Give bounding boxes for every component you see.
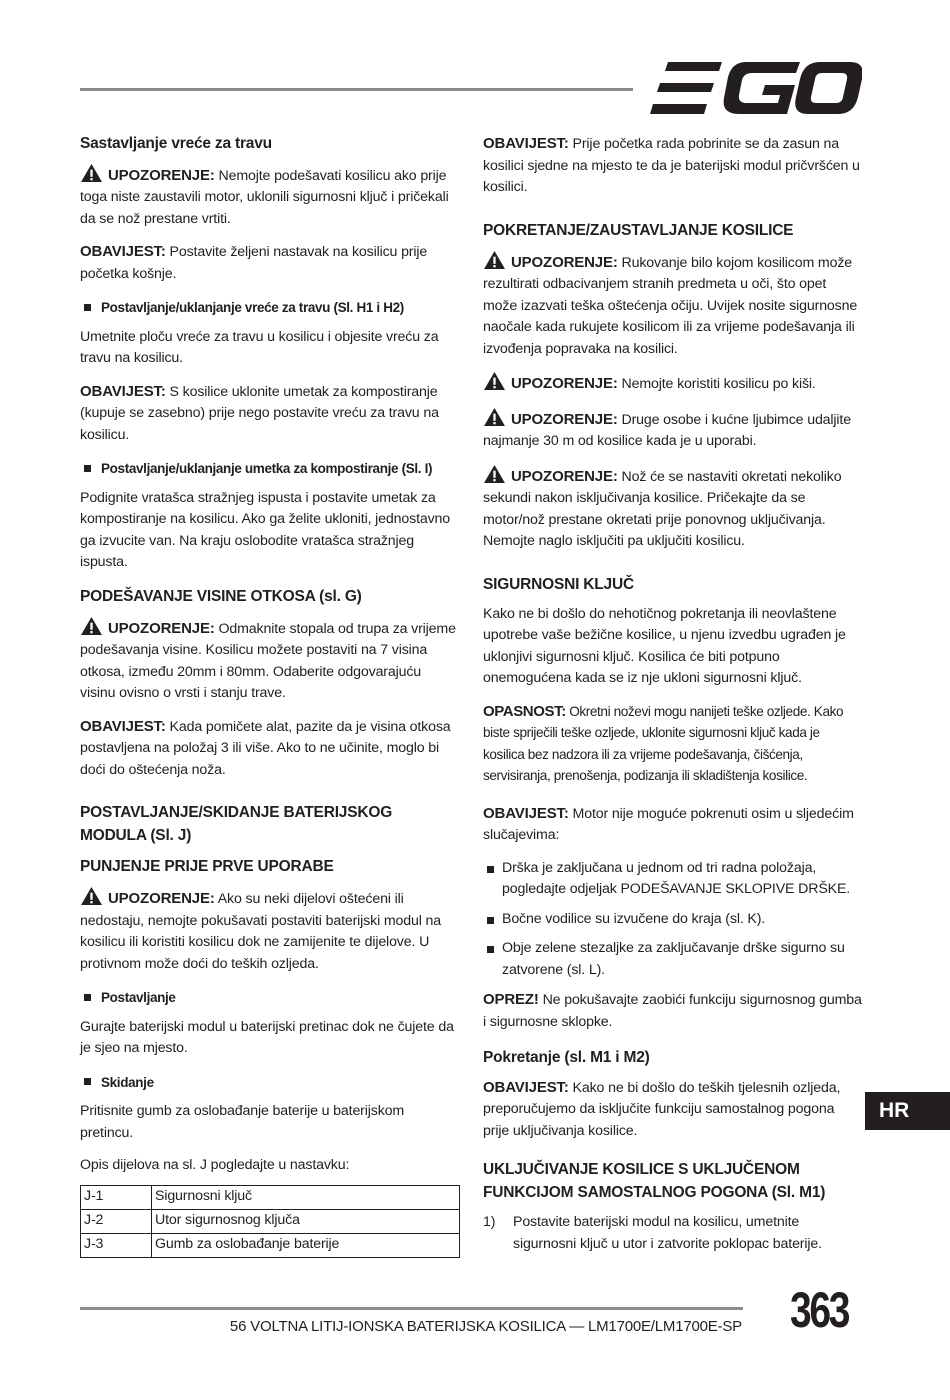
warning-text: Ako su neki dijelovi oštećeni ili nedostaju, nemojte pokušavati postaviti baterijski modul na kosilicu ili koristiti kosilicu dok ne zamijenite te dijelove. U protivnom može doći do teških ozljeda. <box>80 891 442 972</box>
list-item: Obje zelene stezaljke za zaključavanje drške sigurno su zatvorene (sl. L). <box>483 938 863 981</box>
section-title-self-propel: UKLJUČIVANJE KOSILICE S UKLJUČENOM FUNKCIJOM SAMOSTALNOG POGONA (Sl. M1) <box>483 1161 826 1201</box>
notice-block <box>80 716 460 782</box>
warning-label: UPOZORENJE: <box>511 467 618 485</box>
paragraph: Pritisnite gumb za oslobađanje baterije u baterijskom pretincu. <box>80 1103 405 1141</box>
section-title-battery-module: POSTAVLJANJE/SKIDANJE BATERIJSKOG MODULA (Sl. J) <box>80 804 393 844</box>
steps-list <box>483 1212 863 1255</box>
page-number: 363 <box>790 1282 849 1338</box>
section-title-starting: Pokretanje (sl. M1 i M2) <box>483 1049 650 1066</box>
table-cell-code: J-2 <box>81 1209 152 1233</box>
warning-block <box>483 407 863 453</box>
warning-block <box>80 163 460 231</box>
notice-label: OBAVIJEST: <box>80 382 166 400</box>
footer-rule <box>80 1307 743 1310</box>
square-bullet-icon <box>84 1078 91 1085</box>
language-tab: HR <box>865 1092 950 1130</box>
warning-triangle-icon <box>483 250 506 270</box>
warning-block <box>80 886 460 975</box>
notice-text: Motor nije moguće pokrenuti osim u sljedećim slučajevima: <box>483 805 854 843</box>
warning-text: Nemojte koristiti kosilicu po kiši. <box>621 376 816 392</box>
table-row <box>81 1185 460 1209</box>
list-item <box>483 1212 863 1255</box>
notice-text: Prije početka rada pobrinite se da zasun na kosilici sjedne na mjesto te da je baterijski modul pričvršćen u kosilici. <box>483 136 860 195</box>
caution-label: OPREZ! <box>483 991 539 1008</box>
section-title-cutting-height: PODEŠAVANJE VISINE OTKOSA (sl. G) <box>80 587 362 605</box>
table-intro: Opis dijelova na sl. J pogledajte u nastavku: <box>80 1157 350 1173</box>
notice-label: OBAVIJEST: <box>80 243 166 260</box>
section-title-safety-key: SIGURNOSNI KLJUČ <box>483 575 634 593</box>
table-cell-code: J-3 <box>81 1233 152 1257</box>
ego-logo <box>650 62 862 114</box>
header-rule <box>80 88 633 91</box>
notice-label: OBAVIJEST: <box>483 135 569 152</box>
warning-block <box>483 464 863 553</box>
notice-label: OBAVIJEST: <box>483 804 569 822</box>
warning-text: Rukovanje bilo kojom kosilicom može rezultirati odbacivanjem stranih predmeta u oči, što opet može izazvati teška oštećenja očiju. Uvijek nosite sigurnosne naočale kada rukujete kosilicom ili za vrijeme podešavanja ili izvođenja popravaka na kosilici. <box>483 254 858 357</box>
table-cell-desc: Utor sigurnosnog ključa <box>152 1209 460 1233</box>
danger-block <box>483 701 863 787</box>
table-cell-desc: Sigurnosni ključ <box>152 1185 460 1209</box>
notice-block <box>80 241 460 285</box>
notice-text: Postavite željeni nastavak na kosilicu prije početka košnje. <box>80 244 428 282</box>
warning-label: UPOZORENJE: <box>511 253 618 271</box>
paragraph: Gurajte baterijski modul u baterijski pretinac dok ne čujete da je sjeo na mjesto. <box>80 1018 454 1056</box>
warning-label: UPOZORENJE: <box>108 890 215 907</box>
conditions-list <box>483 858 863 982</box>
square-bullet-icon <box>84 994 91 1001</box>
notice-block <box>483 1077 863 1143</box>
step-text: Postavite baterijski modul na kosilicu, umetnite sigurnosni ključ u utor i zatvorite poklopac baterije. <box>513 1214 822 1252</box>
table-row <box>81 1209 460 1233</box>
right-column <box>483 133 863 1255</box>
warning-block <box>483 250 863 361</box>
notice-label: OBAVIJEST: <box>80 717 166 735</box>
bullet-heading: Postavljanje/uklanjanje umetka za kompostiranje (Sl. I) <box>80 458 460 480</box>
warning-triangle-icon <box>483 407 506 427</box>
notice-text: Kada pomičete alat, pazite da je visina otkosa postavljena na položaj 3 ili više. Ako to ne učinite, moglo bi doći do oštećenja noža. <box>80 718 451 778</box>
section-title-charging: PUNJENJE PRIJE PRVE UPORABE <box>80 858 334 875</box>
warning-triangle-icon <box>483 464 506 484</box>
warning-block <box>483 371 863 396</box>
danger-text: Okretni noževi mogu nanijeti teške ozljede. Kako biste spriječili teške ozljede, uklonite sigurnosni ključ kada je kosilica bez nadzora ili za vrijeme podešavanja, čišćenja, servisiranja, prenošenja, podizanja ili skladištenja kosilice. <box>483 703 844 783</box>
notice-block <box>80 381 460 447</box>
warning-text: Nož će se nastaviti okretati nekoliko sekundi nakon isključivanja kosilice. Pričekajte da se motor/nož prestane okretati prije ponovnog uključivanja. Nemojte naglo isključiti pa uključiti kosilicu. <box>483 468 842 549</box>
paragraph: Kako ne bi došlo do nehotičnog pokretanja ili neovlaštene upotrebe vaše bežične kosilice, u njenu izvedbu ugrađen je uklonjivi sigurnosni ključ. Kosilica će biti potpuno onemogućena kada se iz nje ukloni sigurnosni ključ. <box>483 605 846 686</box>
warning-label: UPOZORENJE: <box>108 619 215 637</box>
warning-label: UPOZORENJE: <box>511 375 618 392</box>
table-row <box>81 1233 460 1257</box>
danger-label: OPASNOST: <box>483 702 566 720</box>
square-bullet-icon <box>84 465 91 472</box>
bullet-heading: Postavljanje/uklanjanje vreće za travu (Sl. H1 i H2) <box>80 297 460 319</box>
notice-block <box>483 133 863 199</box>
list-item: Bočne vodilice su izvučene do kraja (sl. K). <box>483 909 863 931</box>
warning-block <box>80 616 460 705</box>
notice-text: Kako ne bi došlo do teških tjelesnih ozljeda, preporučujemo da isključite funkciju samostalnog pogona prije uključivanja kosilice. <box>483 1079 841 1139</box>
paragraph: Podignite vratašca stražnjeg ispusta i postavite umetak za kompostiranje na kosilicu. Ako ga želite ukloniti, jednostavno ga izvucite van. Na kraju oslobodite vratašca stražnjeg ispusta. <box>80 489 451 570</box>
notice-label: OBAVIJEST: <box>483 1078 569 1096</box>
warning-text: Odmaknite stopala od trupa za vrijeme podešavanja visine. Kosilicu možete postaviti na 7 visina otkosa, između 20mm i 80mm. Odaberite odgovarajuću visinu ovisno o vrsti i stanju trave. <box>80 620 456 701</box>
warning-triangle-icon <box>80 886 103 906</box>
warning-text: Nemojte podešavati kosilicu ako prije toga niste zaustavili motor, uklonili sigurnosni ključ i pričekali da se nož prestane vrtiti. <box>80 167 449 227</box>
bullet-heading: Skidanje <box>80 1072 460 1094</box>
warning-triangle-icon <box>80 616 103 636</box>
notice-block <box>483 803 863 847</box>
table-cell-desc: Gumb za oslobađanje baterije <box>152 1233 460 1257</box>
caution-text: Ne pokušavajte zaobići funkciju sigurnosnog gumba i sigurnosne sklopke. <box>483 992 862 1030</box>
section-title-grass-bag: Sastavljanje vreće za travu <box>80 135 272 152</box>
warning-text: Druge osobe i kućne ljubimce udaljite najmanje 30 m od kosilice kada je u uporabi. <box>483 411 851 449</box>
parts-table <box>80 1185 460 1258</box>
paragraph: Umetnite ploču vreće za travu u kosilicu i objesite vreću za travu na kosilicu. <box>80 328 439 366</box>
left-column <box>80 133 460 1258</box>
warning-label: UPOZORENJE: <box>108 166 215 184</box>
list-item: Drška je zaključana u jednom od tri radna položaja, pogledajte odjeljak PODEŠAVANJE SKLOPIVE DRŠKE. <box>483 858 863 901</box>
section-title-start-stop: POKRETANJE/ZAUSTAVLJANJE KOSILICE <box>483 221 794 239</box>
bullet-heading: Postavljanje <box>80 987 460 1009</box>
step-number: 1) <box>483 1214 496 1230</box>
warning-label: UPOZORENJE: <box>511 410 618 428</box>
caution-block <box>483 989 863 1033</box>
warning-triangle-icon <box>80 163 103 183</box>
notice-text: S kosilice uklonite umetak za kompostiranje (kupuje se zasebno) prije nego postavite vreću za travu na kosilicu. <box>80 383 439 443</box>
footer-text: 56 VOLTNA LITIJ-IONSKA BATERIJSKA KOSILICA — LM1700E/LM1700E-SP <box>229 1318 742 1335</box>
square-bullet-icon <box>84 304 91 311</box>
table-cell-code: J-1 <box>81 1185 152 1209</box>
warning-triangle-icon <box>483 371 506 391</box>
